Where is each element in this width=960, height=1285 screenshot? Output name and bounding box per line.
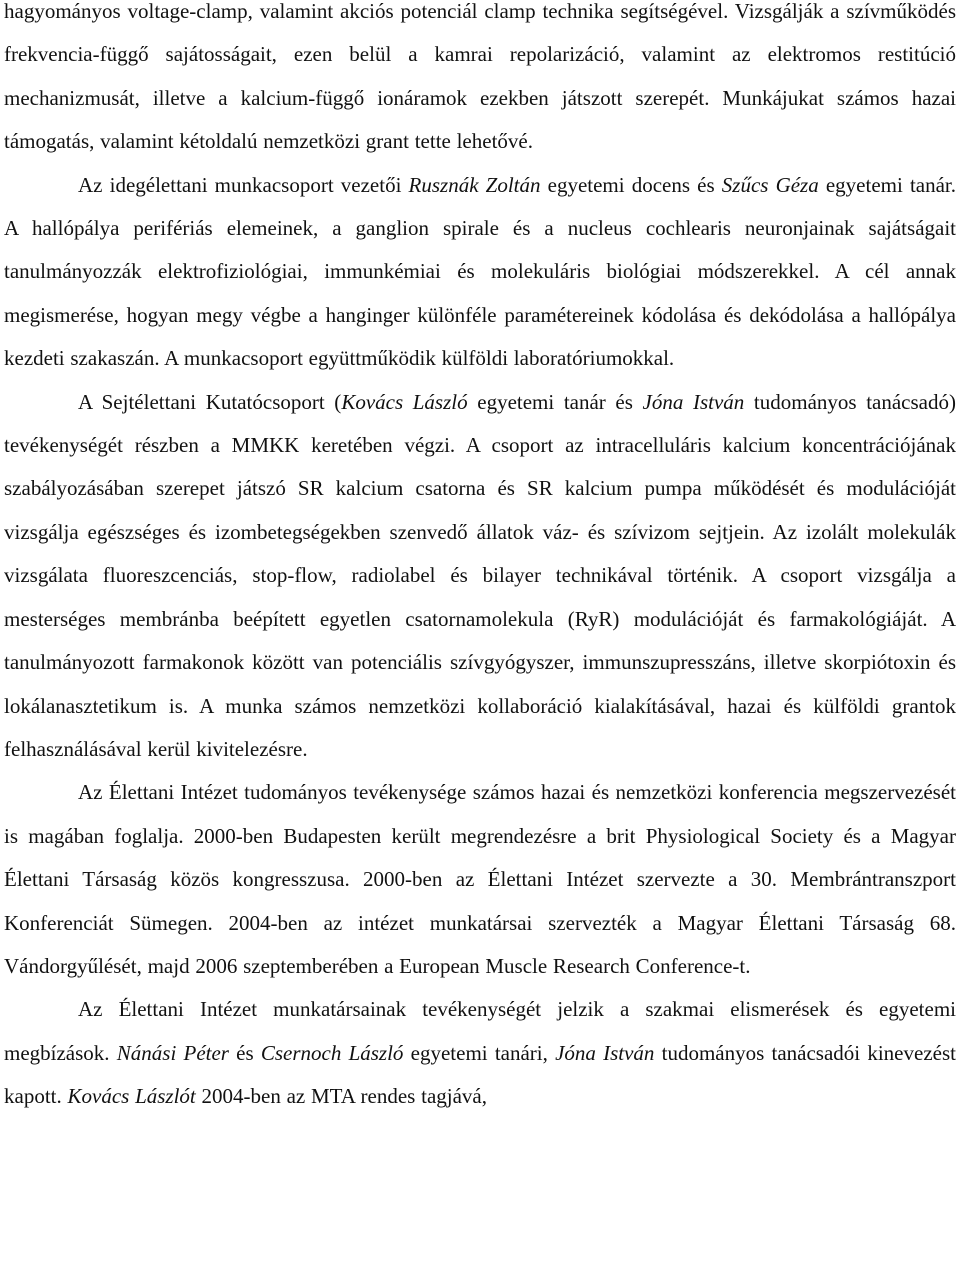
- person-name: Kovács Lászlót: [67, 1084, 196, 1109]
- person-name: Nánási Péter: [116, 1040, 229, 1065]
- paragraph-elismeresek: [4, 988, 956, 1118]
- paragraph-sejtelettani: [4, 381, 956, 772]
- person-name: Kovács László: [341, 389, 468, 414]
- paragraph-konferencia: [4, 771, 956, 988]
- document-page: [4, 0, 956, 1119]
- person-name: Jóna István: [555, 1040, 655, 1065]
- text-segment: egyetemi tanár és: [467, 389, 643, 414]
- text-segment: Az Élettani Intézet munkatársainak tevékenységét jelzik a szakmai elismerések és egyetemi megbízások.: [4, 997, 956, 1065]
- text-segment: hagyományos voltage-clamp, valamint akciós potenciál clamp technika segítségével. Vizsgálják a szívműködés frekvencia-függő sajátosságait, ezen belül a kamrai repolarizáció, valamint az elektromos restitúció mechanizmusát, illetve a kalcium-függő ionáramok ezekben játszott szerepét. Munkájukat számos hazai támogatás, valamint kétoldalú nemzetközi grant tette lehetővé.: [4, 0, 956, 154]
- text-segment: egyetemi tanári,: [403, 1040, 556, 1065]
- person-name: Rusznák Zoltán: [408, 172, 541, 197]
- person-name: Jóna István: [642, 389, 745, 414]
- text-segment: Az idegélettani munkacsoport vezetői: [78, 172, 409, 197]
- text-segment: és: [228, 1040, 261, 1065]
- paragraph-voltage-clamp: [4, 0, 956, 164]
- text-segment: tudományos tanácsadó) tevékenységét részben a MMKK keretében végzi. A csoport az intracelluláris kalcium koncentrációjának szabályozásában szerepet játszó SR kalcium csatorna és SR kalcium pumpa működését és modulációját vizsgálja egészséges és izombetegségekben szenvedő állatok váz- és szívizom sejtjein. Az izolált molekulák vizsgálata fluoreszcenciás, stop-flow, radiolabel és bilayer technikával történik. A csoport vizsgálja a mesterséges membránba beépített egyetlen csatornamolekula (RyR) modulációját és farmakológiáját. A tanulmányozott farmakonok között van potenciális szívgyógyszer, immunszupresszáns, illetve skorpiótoxin és lokálanasztetikum is. A munka számos nemzetközi kollaboráció kialakításával, hazai és külföldi grantok felhasználásával kerül kivitelezésre.: [4, 389, 956, 761]
- person-name: Csernoch László: [260, 1040, 404, 1065]
- paragraph-idegelettani: [4, 164, 956, 381]
- text-segment: egyetemi tanár. A hallópálya perifériás elemeinek, a ganglion spirale és a nucleus cochlearis neuronjainak sajátságait tanulmányozzák elektrofiziológiai, immunkémiai és molekuláris biológiai módszerekkel. A cél annak megismerése, hogyan megy végbe a hanginger különféle paramétereinek kódolása és dekódolása a hallópálya kezdeti szakaszán. A munkacsoport együttműködik külföldi laboratóriumokkal.: [4, 172, 957, 371]
- text-segment: egyetemi docens és: [540, 172, 722, 197]
- text-segment: 2004-ben az MTA rendes tagjává,: [195, 1084, 487, 1109]
- text-segment: A Sejtélettani Kutatócsoport (: [78, 389, 342, 414]
- person-name: Szűcs Géza: [721, 172, 819, 197]
- text-segment: Az Élettani Intézet tudományos tevékenysége számos hazai és nemzetközi konferencia megszervezését is magában foglalja. 2000-ben Budapesten került megrendezésre a brit Physiological Society és a Magyar Élettani Társaság közös kongresszusa. 2000-ben az Élettani Intézet szervezte a 30. Membrántranszport Konferenciát Sümegen. 2004-ben az intézet munkatársai szervezték a Magyar Élettani Társaság 68. Vándorgyűlését, majd 2006 szeptemberében a European Muscle Research Conference-t.: [4, 780, 956, 978]
- text-segment: tudományos tanácsadói kinevezést kapott.: [4, 1040, 956, 1109]
